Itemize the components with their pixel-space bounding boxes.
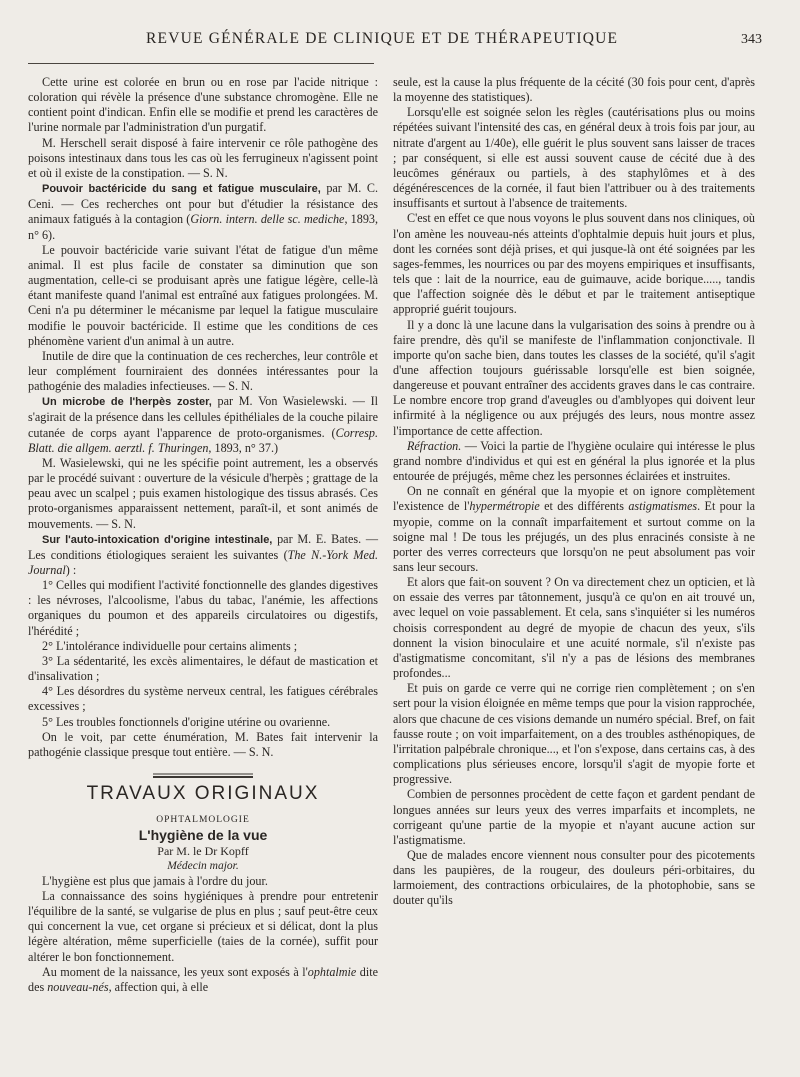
paragraph: Le pouvoir bactéricide varie suivant l'état de fatigue d'un même animal. Il est plus facile de constater sa diminution que son augmentation, celle-ci se produisant après une fatigue légère, celle-là étant manifeste quand l'animal est entraîné aux fatigues prolongées. M. Ceni n'a pu déterminer le mécanisme par lequel la fatigue musculaire modifie le pouvoir bactéricide. Il estime que les conditions de ces phénomène varient d'un animal à un autre. <box>28 242 378 348</box>
paragraph: Que de malades encore viennent nous consulter pour des picotements dans les paupières, de la rougeur, des douleurs péri-orbitaires, du larmoiement, des contractions orbiculaires, de la photophobie, sans se douter qu'ils <box>393 847 755 908</box>
subsection-label: Réfraction. <box>407 438 462 453</box>
paragraph: Réfraction. — Voici la partie de l'hygiène oculaire qui intéresse le plus grand nombre d'individus et qui est en général la plus ignorée et la plus entourée de préjugés, même chez les personnes éclairées et instruites. <box>393 438 755 484</box>
paragraph: M. Wasielewski, qui ne les spécifie point autrement, les a observés par le procédé suivant : ouverture de la vésicule d'herpès ; grattage de la peau avec un scalpel ; puis examen histologique des tissus abrasés. Ces proto-organismes apparaissent nettement, paraît-il, et sont animés de mouvements. — S. N. <box>28 455 378 531</box>
paragraph: Cette urine est colorée en brun ou en rose par l'acide nitrique : coloration qui révèle la présence d'une substance chromogène. Elle ne contient point d'indican. Enfin elle se modifie et prend les caractères de l'urine normale par l'administration d'un purgatif. <box>28 75 378 135</box>
list-item: 1° Celles qui modifient l'activité fonctionnelle des glandes digestives : les névroses, l'alcoolisme, l'abus du tabac, l'anémie, les affections organiques du poumon et des appareils circulatoires ou digestifs, l'hérédité ; <box>28 578 378 638</box>
article-title: L'hygiène de la vue <box>138 827 268 844</box>
author-role: Médecin major. <box>167 859 239 872</box>
paragraph: Au moment de la naissance, les yeux sont exposés à l'ophtalmie dite des nouveau-nés, affection qui, à elle <box>28 964 378 994</box>
abstract-heading: Pouvoir bactéricide du sang et fatigue musculaire, <box>42 183 321 196</box>
paragraph: Et puis on garde ce verre qui ne corrige rien complètement ; on s'en sert pour la vision éloignée en même temps que pour la vision rapprochée, alors que chacune de ces visions demande un numéro spécial. Bref, on fait fausse route ; on voit imparfaitement, on a des troubles asthénopiques, de l'irritation palpébrale chronique..., et l'on s'expose, dans certains cas, à des complications plus sérieuses encore, lorsqu'il s'agit de myopie forte et progressive. <box>393 681 755 787</box>
abstract-bactericide: Pouvoir bactéricide du sang et fatigue musculaire, par M. C. Ceni. — Ces recherches ont pour but d'étudier la résistance des animaux fatigués à la contagion (Giorn. intern. delle sc. mediche, 1893, n° 6). <box>28 181 378 242</box>
journal-title: REVUE GÉNÉRALE DE CLINIQUE ET DE THÉRAPEUTIQUE <box>146 30 619 47</box>
paragraph: Combien de personnes procèdent de cette façon et gardent pendant de longues années sur leurs yeux des verres imparfaits et incomplets, ne corrigeant qu'une partie de la myopie et n'ayant aucune action sur l'astigmatisme. <box>393 787 755 847</box>
citation: Giorn. intern. delle sc. mediche <box>190 212 345 227</box>
byline: Par M. le Dr Kopff <box>157 843 249 858</box>
paragraph: seule, est la cause la plus fréquente de la cécité (30 fois pour cent, d'après la moyenne des statistiques). <box>393 75 755 105</box>
page-number: 343 <box>741 32 762 47</box>
paragraph: Il y a donc là une lacune dans la vulgarisation des soins à prendre ou à faire prendre, dès qu'il se manifeste de l'inflammation conjonctivale. Il importe qu'on sache bien, dans toutes les classes de la société, qu'il s'agit d'une affection toujours guérissable lorsqu'elle est bien soignée, dangereuse et pouvant entraîner des accidents graves dans le cas contraire. Le nombre encore trop grand d'aveugles ou d'amblyopes qui doivent leur infirmité à la négligence ou aux préjugés des leurs, nous montre assez l'importance de cette affection. <box>393 317 755 438</box>
paragraph: Lorsqu'elle est soignée selon les règles (cautérisations plus ou moins répétées suivant l'intensité des cas, en général deux à trois fois par jour, au nitrate d'argent au 1/40e), elle guérit le plus souvent sans laisser de traces ; par conséquent, si elle est aussi souvent cause de cécité due à des leucômes généraux ou partiels, à des staphylômes et à des dégénérescences de la cornée, il faut bien l'attribuer ou à des traitements insuffisants et surtout à l'absence de traitements. <box>393 105 755 211</box>
section-label: OPHTALMOLOGIE <box>156 815 250 826</box>
list-item: 5° Les troubles fonctionnels d'origine utérine ou ovarienne. <box>42 714 331 729</box>
running-header <box>0 30 800 52</box>
left-column <box>28 75 378 995</box>
paragraph: Et alors que fait-on souvent ? On va directement chez un opticien, et là on essaie des verres par tâtonnement, jusqu'à ce qu'on en ait trouvé un, avec lequel on voie passablement. Et cela, sans s'inquiéter si les numéros choisis correspondent au degré de myopie de chacun des yeux, s'ils donnent la vision binoculaire et une acuité normale, s'il n'existe pas d'astigmatisme concomitant, s'il n'y a pas de lésions des membranes profondes... <box>393 575 755 681</box>
paragraph: Inutile de dire que la continuation de ces recherches, leur contrôle et leur complément fourniraient des données intéressantes pour la pathogénie des maladies infectieuses. — S. N. <box>28 348 378 394</box>
ornamental-divider <box>153 772 253 780</box>
paragraph: On ne connaît en général que la myopie et on ignore complètement l'existence de l'hypermétropie et des différents astigmatismes. Et pour la myopie, comme on la connaît imparfaitement et surtout comme on la soigne mal ! De tous les préjugés, un des plus enracinés consiste à ne porter des verres correcteurs que lorsqu'on ne peut absolument pas voir sans leur secours. <box>393 484 756 574</box>
right-column <box>393 75 755 909</box>
abstract-herpes: Un microbe de l'herpès zoster, par M. Von Wasielewski. — Il s'agirait de la présence dans les cellules épithéliales de la couche pilaire cutanée de corps ayant l'apparence de proto-organismes. (Corresp. Blatt. die allgem. aerztl. f. Thuringen, 1893, n° 37.) <box>28 394 378 455</box>
abstract-auto-intoxication: Sur l'auto-intoxication d'origine intestinale, par M. E. Bates. — Les conditions étiologiques seraient les suivantes (The N.-York Med. Journal) : <box>28 531 379 577</box>
list-item: 3° La sédentarité, les excès alimentaires, le défaut de mastication et d'insalivation ; <box>28 653 378 684</box>
citation: Corresp. Blatt. die allgem. aerztl. f. Thuringen <box>28 425 378 455</box>
section-heading: TRAVAUX ORIGINAUX <box>86 783 320 805</box>
paragraph: L'hygiène est plus que jamais à l'ordre du jour. <box>42 873 268 888</box>
paragraph: M. Herschell serait disposé à faire intervenir ce rôle pathogène des poisons intestinaux dans tous les cas où les ferrugineux n'agissent point et où il existe de la constipation. — S. N. <box>28 135 378 180</box>
list-item: 4° Les désordres du système nerveux central, les fatigues cérébrales excessives ; <box>28 684 378 714</box>
paragraph: On le voit, par cette énumération, M. Bates fait intervenir la pathogénie classique presque tout entière. — S. N. <box>28 729 378 759</box>
citation: The N.-York Med. Journal <box>28 547 378 577</box>
list-item: 2° L'intolérance individuelle pour certains aliments ; <box>42 638 298 653</box>
abstract-heading: Un microbe de l'herpès zoster, <box>42 396 212 409</box>
paragraph: La connaissance des soins hygiéniques à prendre pour entretenir l'équilibre de la santé, se vulgarise de plus en plus ; sauf peut-être ceux qui concernent la vue, cet organe si précieux et si délicat, dont la plus légère altération, même superficielle (taies de la cornée), suffit pour altérer le bon fonctionnement. <box>28 888 378 964</box>
abstract-heading: Sur l'auto-intoxication d'origine intestinale, <box>42 533 273 546</box>
paragraph: C'est en effet ce que nous voyons le plus souvent dans nos cliniques, où l'on amène les nouveau-nés atteints d'ophtalmie depuis huit jours et plus, dont les cornées sont déjà prises, et qui jusque-là ont été soignées par les sages-femmes, les nourrices ou par des moyens empiriques et insuffisants, tels que : lait de la nourrice, eau de guimauve, acide borique....., tandis que l'affection soignée dès le début et par le traitement antiseptique approprié guérit toujours. <box>393 211 755 317</box>
header-rule <box>28 63 374 64</box>
